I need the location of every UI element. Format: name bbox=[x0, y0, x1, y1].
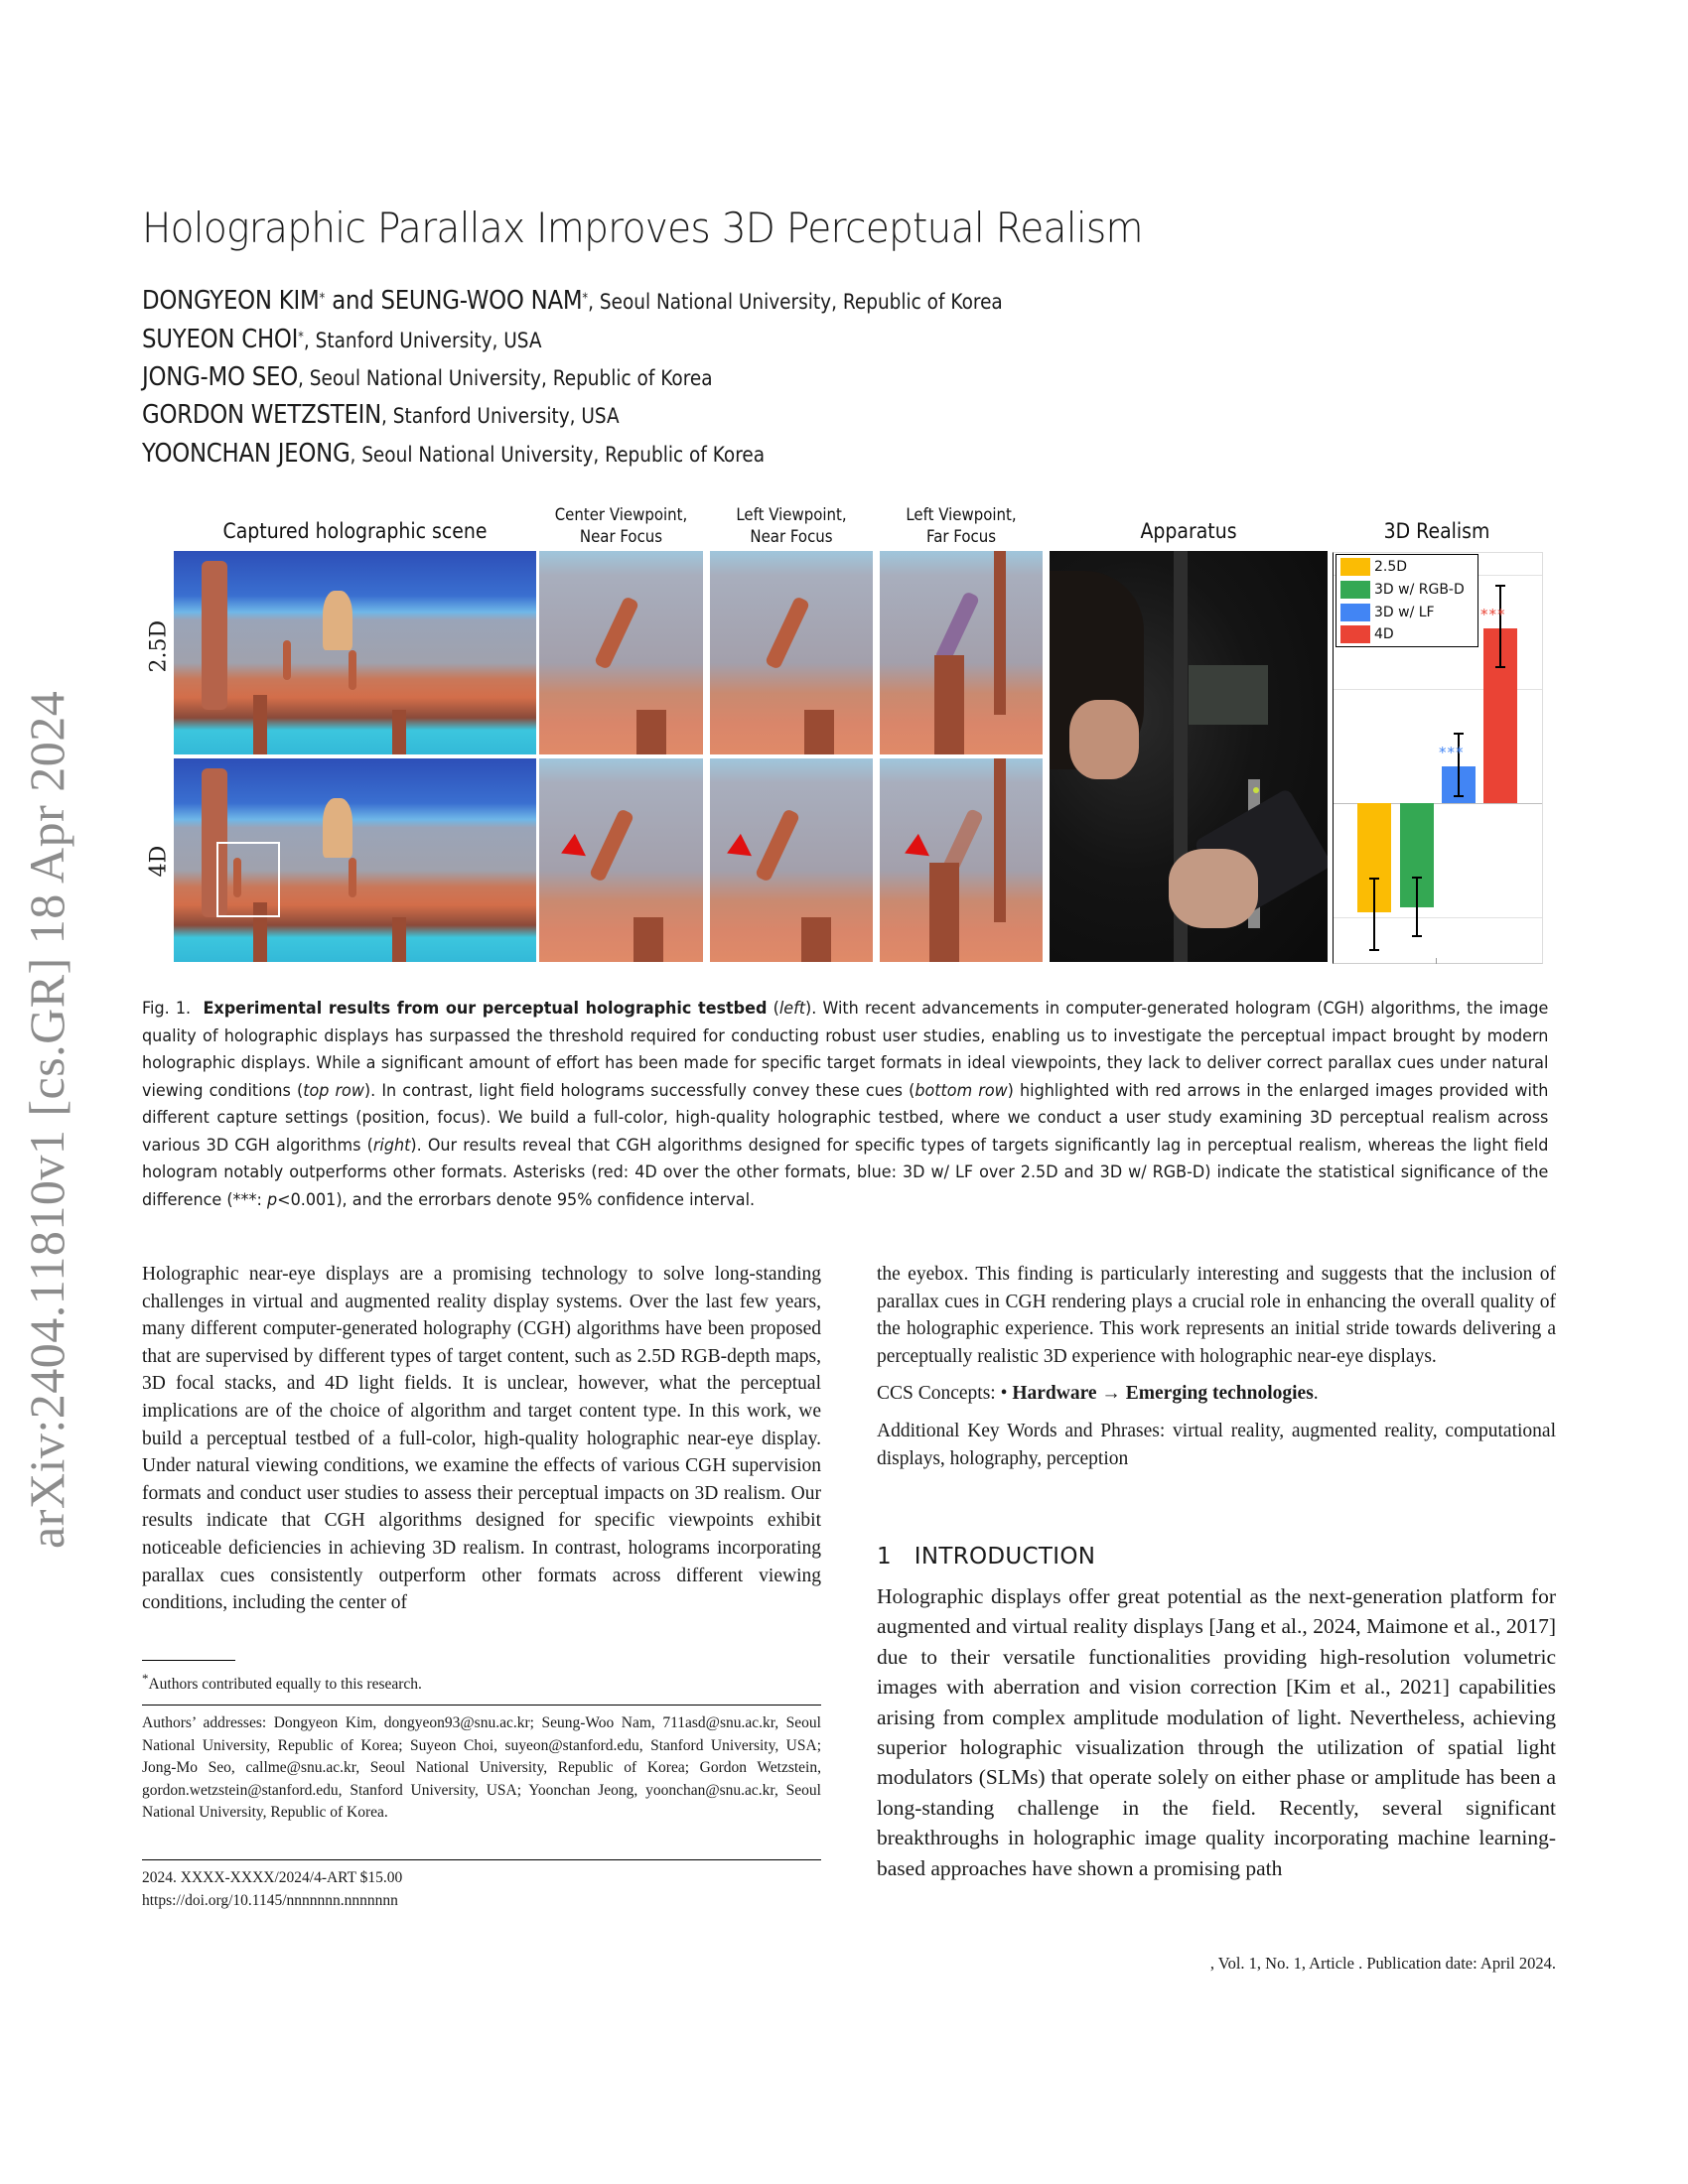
legend-swatch bbox=[1340, 558, 1370, 576]
abstract-left-column bbox=[142, 1261, 821, 1617]
author-line-5 bbox=[142, 439, 765, 469]
crop-center-near-4d bbox=[539, 758, 703, 962]
crop3-title bbox=[890, 504, 1033, 548]
apparatus-title: Apparatus bbox=[1140, 519, 1237, 543]
crop2-title-line2: Near Focus bbox=[750, 527, 833, 547]
legend-label: 3D w/ RGB-D bbox=[1374, 582, 1465, 598]
section-title: INTRODUCTION bbox=[914, 1544, 1096, 1570]
caption-italic: left bbox=[778, 999, 806, 1019]
author-affiliation: , Seoul National University, Republic of Korea bbox=[297, 366, 713, 390]
author-name: and SEUNG-WOO NAM bbox=[325, 286, 583, 316]
footnote-divider bbox=[142, 1660, 235, 1661]
price-line: 2024. XXXX-XXXX/2024/4-ART $15.00 bbox=[142, 1869, 403, 1886]
inset-highlight-box bbox=[216, 842, 280, 917]
crop3-title-line2: Far Focus bbox=[925, 527, 997, 547]
row-label-2.5d: 2.5D bbox=[146, 619, 172, 673]
crop1-title bbox=[549, 504, 693, 548]
errorbar-2.5d bbox=[1373, 878, 1375, 951]
caption-italic: bottom row bbox=[914, 1080, 1008, 1101]
crop-left-far-2.5d bbox=[880, 551, 1043, 754]
significance-stars-4d: *** bbox=[1480, 606, 1506, 623]
abstract-text: the eyebox. This finding is particularly interesting and suggests that the inclusion of parallax cues in CGH rendering plays a crucial role in enhancing the overall quality of the holographic experience. This work represents an initial stride towards delivering a perceptually realistic 3D experience with holographic near-eye displays. bbox=[877, 1264, 1556, 1367]
ccs-prefix: CCS Concepts: • bbox=[877, 1383, 1013, 1405]
caption-text: ). Our results reveal that CGH algorithms designed for specific types of targets significantly lag in perceptual realism, whereas the light field hologram notably outperforms other formats. Asterisks (red: 4D over the other formats, blue: 3D w/ LF over 2.5D and 3D w/ RGB-D) indicate the statistical significance of the difference (***: bbox=[142, 1135, 1549, 1210]
abstract-text: Holographic near-eye displays are a promising technology to solve long-standing challenges in virtual and augmented reality display systems. Over the last few years, many different computer-generated holography (CGH) algorithms have been proposed that are supervised by different types of target content, such as 2.5D RGB-depth maps, 3D focal stacks, and 4D light fields. It is unclear, however, what the perceptual implications are of the choice of algorithm and target content type. In this work, we build a perceptual testbed of a full-color, high-quality holographic near-eye display. Under natural viewing conditions, we examine the effects of various CGH supervision formats and conduct user studies to assess their perceptual impacts on 3D realism. Our results indicate that CGH algorithms designed for specific viewpoints exhibit noticeable deficiencies in achieving 3D realism. In contrast, holograms incorporating parallax cues consistently outperform other formats across different viewing conditions, including the center of bbox=[142, 1264, 821, 1614]
author-line-2 bbox=[142, 325, 542, 354]
legend-label: 4D bbox=[1374, 626, 1394, 642]
author-name: JONG-MO SEO bbox=[142, 362, 298, 392]
ccs-concepts bbox=[877, 1380, 1556, 1408]
author-name: YOONCHAN JEONG bbox=[142, 439, 351, 469]
caption-text: <0.001), and the errorbars denote 95% confidence interval. bbox=[277, 1189, 756, 1210]
caption-text: ). With recent advancements in computer-generated hologram (CGH) algorithms, the image quality of holographic displays has surpassed the threshold required for conducting robust user studies, enabling us to investigate the perceptual impact brought by modern holographic displays. While a significant amount of effort has been made for specific target formats in ideal viewpoints, they lack to deliver correct parallax cues under natural viewing conditions ( bbox=[142, 999, 1549, 1101]
legend-swatch bbox=[1340, 581, 1370, 599]
author-addresses bbox=[142, 1712, 821, 1825]
equal-contrib-mark: * bbox=[298, 330, 304, 345]
figure-caption bbox=[142, 996, 1549, 1214]
legend-label: 2.5D bbox=[1374, 559, 1408, 575]
copyright-divider bbox=[142, 1859, 821, 1860]
crop1-title-line1: Center Viewpoint, bbox=[554, 505, 688, 525]
caption-italic: right bbox=[372, 1135, 411, 1156]
legend-item-2.5d bbox=[1340, 557, 1407, 577]
scene-image-4d bbox=[174, 758, 536, 962]
footnote-mark: * bbox=[142, 1671, 149, 1686]
red-arrow-icon bbox=[905, 834, 936, 866]
red-arrow-icon bbox=[727, 834, 759, 866]
chart-legend bbox=[1336, 554, 1478, 647]
author-affiliation: , Seoul National University, Republic of Korea bbox=[350, 443, 766, 467]
author-line-1 bbox=[142, 286, 1003, 316]
footnote-text: Authors contributed equally to this research. bbox=[148, 1676, 422, 1694]
equal-contribution-footnote bbox=[142, 1668, 821, 1697]
crop-left-near-4d bbox=[710, 758, 873, 962]
legend-item-3d-rgbd bbox=[1340, 580, 1465, 600]
caption-text: ). In contrast, light field holograms successfully convey these cues ( bbox=[363, 1080, 915, 1101]
author-line-4 bbox=[142, 400, 620, 430]
author-name: DONGYEON KIM bbox=[142, 286, 320, 316]
crop2-title bbox=[720, 504, 863, 548]
section-heading-introduction bbox=[877, 1544, 1095, 1570]
paper-title: Holographic Parallax Improves 3D Perceptual Realism bbox=[142, 204, 1143, 252]
crop2-title-line1: Left Viewpoint, bbox=[736, 505, 847, 525]
section-number: 1 bbox=[877, 1544, 892, 1570]
scene-panel-title: Captured holographic scene bbox=[222, 519, 488, 543]
introduction-text bbox=[877, 1581, 1556, 1883]
ccs-concept: Hardware → Emerging technologies bbox=[1012, 1383, 1314, 1405]
doi-link[interactable]: https://doi.org/10.1145/nnnnnnn.nnnnnnn bbox=[142, 1891, 398, 1909]
copyright-block bbox=[142, 1867, 821, 1912]
scene-image-2.5d bbox=[174, 551, 536, 754]
author-affiliation: , Seoul National University, Republic of Korea bbox=[588, 290, 1003, 314]
equal-contrib-mark: * bbox=[319, 291, 326, 307]
addresses-divider bbox=[142, 1705, 821, 1706]
significance-stars-3d-lf: *** bbox=[1439, 744, 1465, 761]
equal-contrib-mark: * bbox=[582, 291, 589, 307]
author-name: SUYEON CHOI bbox=[142, 325, 299, 354]
abstract-right-column bbox=[877, 1261, 1556, 1472]
apparatus-photo bbox=[1050, 551, 1328, 962]
caption-bold-lead: Experimental results from our perceptual holographic testbed bbox=[203, 999, 768, 1019]
caption-text: ) highlighted with red arrows in the enlarged images provided with different capture settings (position, focus). We build a full-color, high-quality holographic testbed, where we conduct a user study examining 3D perceptual realism across various 3D CGH algorithms ( bbox=[142, 1080, 1549, 1156]
caption-italic: p bbox=[267, 1189, 278, 1210]
crop3-title-line1: Left Viewpoint, bbox=[906, 505, 1017, 525]
crop-center-near-2.5d bbox=[539, 551, 703, 754]
author-line-3 bbox=[142, 362, 713, 392]
author-affiliation: , Stanford University, USA bbox=[380, 404, 620, 428]
page-footer: , Vol. 1, No. 1, Article . Publication date: April 2024. bbox=[1209, 1954, 1556, 1973]
red-arrow-icon bbox=[561, 834, 593, 866]
keywords: Additional Key Words and Phrases: virtual reality, augmented reality, computational displays, holography, perception bbox=[877, 1420, 1556, 1469]
caption-italic: top row bbox=[303, 1080, 364, 1101]
legend-item-3d-lf bbox=[1340, 603, 1435, 622]
crop1-title-line2: Near Focus bbox=[579, 527, 663, 547]
legend-swatch bbox=[1340, 625, 1370, 643]
row-label-4d: 4D bbox=[146, 845, 172, 878]
addresses-text: Authors’ addresses: Dongyeon Kim, dongyeon93@snu.ac.kr; Seung-Woo Nam, 711asd@snu.ac.kr, Seoul National University, Republic of Korea; Suyeon Choi, suyeon@stanford.edu, Stanford University, USA; Jong-Mo Seo, callme@snu.ac.kr, Seoul National University, Republic of Korea; Gordon Wetzstein, gordon.wetzstein@stanford.edu, Stanford University, USA; Yoonchan Jeong, yoonchan@snu.ac.kr, Seoul National University, Republic of Korea. bbox=[142, 1714, 821, 1821]
author-name: GORDON WETZSTEIN bbox=[142, 400, 381, 430]
errorbar-3d-rgbd bbox=[1416, 877, 1418, 937]
caption-label: Fig. 1. bbox=[142, 999, 192, 1019]
errorbar-3d-lf bbox=[1458, 733, 1460, 797]
author-affiliation: , Stanford University, USA bbox=[303, 329, 542, 352]
legend-swatch bbox=[1340, 604, 1370, 621]
legend-item-4d bbox=[1340, 624, 1394, 644]
crop-left-near-2.5d bbox=[710, 551, 873, 754]
arxiv-stamp: arXiv:2404.11810v1 [cs.GR] 18 Apr 2024 bbox=[19, 690, 74, 1549]
caption-text: ( bbox=[767, 999, 779, 1019]
introduction-paragraph: Holographic displays offer great potential as the next-generation platform for augmented and virtual reality displays [Jang et al., 2024, Maimone et al., 2017] due to their versatile functionalities providing high-resolution volumetric images with aberration and vision correction [Kim et al., 2021] capabilities arising from complex amplitude modulation of light. Nevertheless, achieving superior holographic visualization through the utilization of spatial light modulators (SLMs) that operate solely on either phase or amplitude has been a long-standing challenge in the field. Recently, several significant breakthroughs in holographic image quality incorporating machine learning-based approaches have shown a promising path bbox=[877, 1584, 1556, 1880]
crop-left-far-4d bbox=[880, 758, 1043, 962]
legend-label: 3D w/ LF bbox=[1374, 605, 1435, 620]
ccs-suffix: . bbox=[1313, 1383, 1319, 1405]
errorbar-4d bbox=[1499, 585, 1501, 668]
chart-title: 3D Realism bbox=[1383, 519, 1490, 543]
